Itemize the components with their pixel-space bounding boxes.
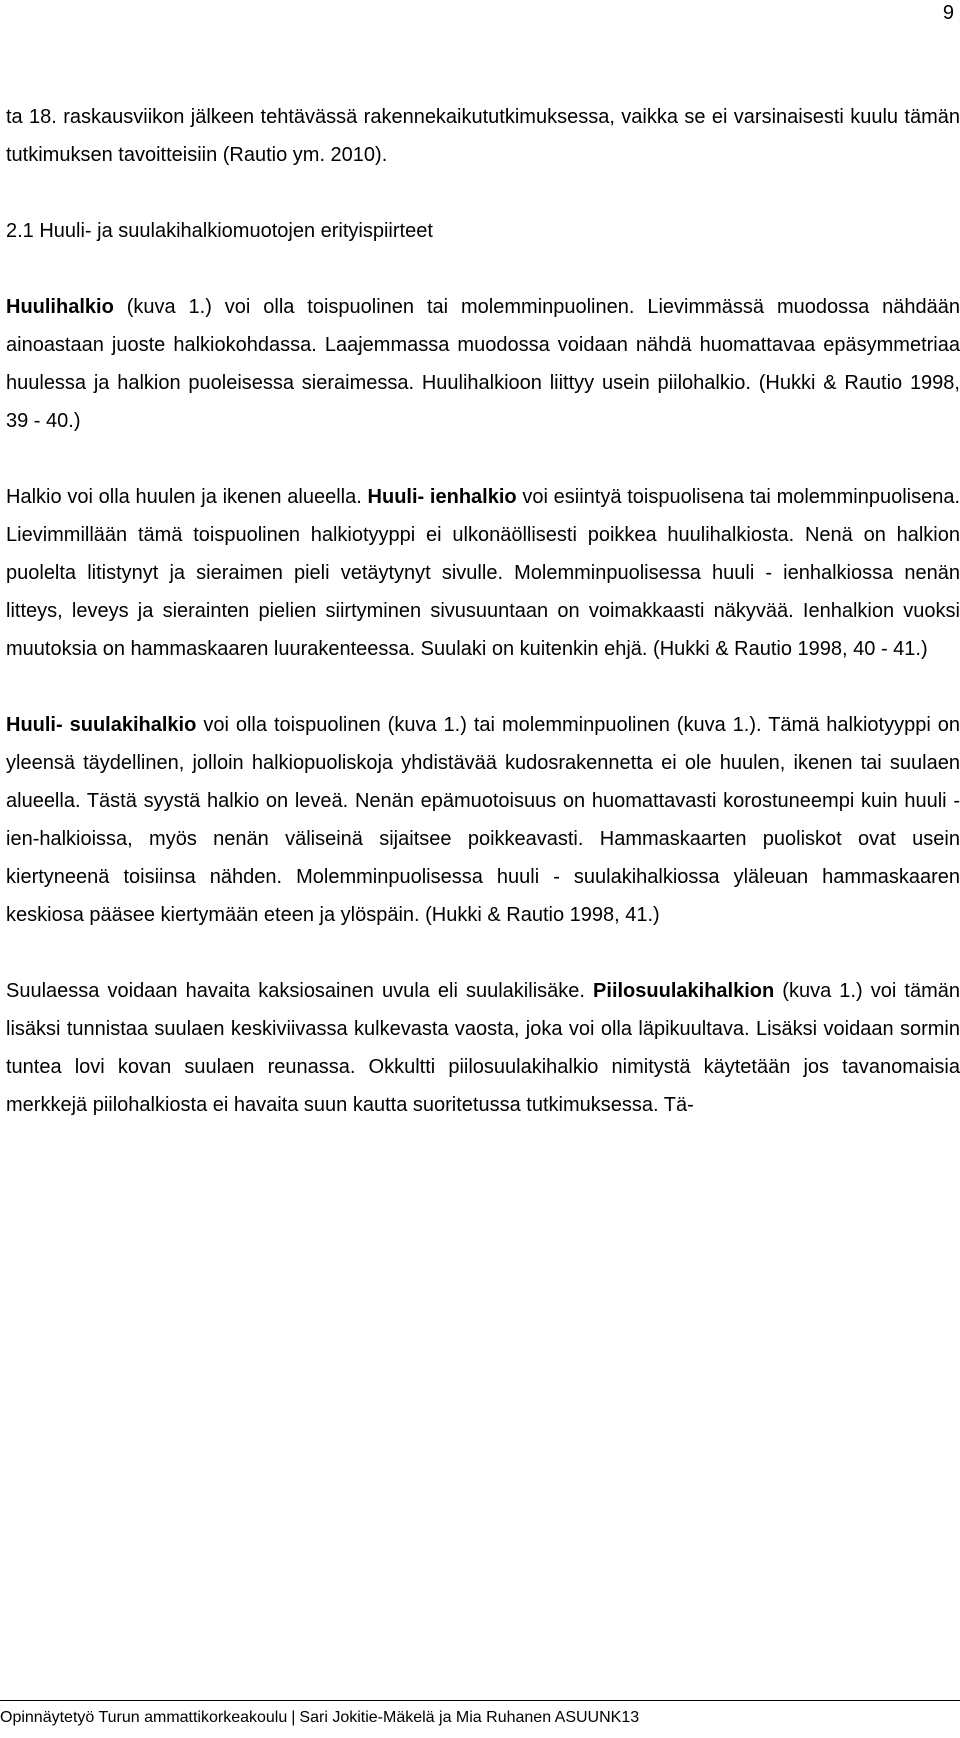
intro-paragraph: ta 18. raskausviikon jälkeen tehtävässä rakennekaikututkimuksessa, vaikka se ei varsinaisesti kuulu tämän tutkimuksen tavoitteisiin (Rautio ym. 2010). (6, 106, 960, 166)
paragraph-huuli-ienhalkio (6, 478, 960, 668)
paragraph-huuli-suulakihalkio (6, 706, 960, 934)
document-body (6, 98, 960, 1124)
footer-separator: | (291, 1709, 296, 1726)
term-huulihalkio: Huulihalkio (6, 296, 114, 318)
footer-authors: Sari Jokitie-Mäkelä ja Mia Ruhanen ASUUNK13 (299, 1709, 640, 1726)
paragraph-lead: Halkio voi olla huulen ja ikenen alueella. (6, 486, 368, 508)
term-huuli-suulakihalkio: Huuli- suulakihalkio (6, 714, 197, 736)
paragraph-text: voi olla toispuolinen (kuva 1.) tai molemminpuolinen (kuva 1.). Tämä halkiotyyppi on yleensä täydellinen, jolloin halkiopuoliskoja yhdistävää kudosrakennetta ei ole huulen, ikenen tai suulaen alueella. Tästä syystä halkio on leveä. Nenän epämuotoisuus on huomattavasti korostuneempi kuin huuli - ien-halkioissa, myös nenän väliseinä sijaitsee poikkeavasti. Hammaskaarten puoliskot ovat usein kiertyneenä toisiinsa nähden. Molemminpuolisessa huuli - suulakihalkiossa yläleuan hammaskaaren keskiosa pääsee kiertymään eteen ja ylöspäin. (Hukki & Rautio 1998, 41.) (6, 714, 960, 926)
footer-institution: Opinnäytetyö Turun ammattikorkeakoulu (0, 1709, 288, 1726)
paragraph-text: voi esiintyä toispuolisena tai molemminpuolisena. Lievimmillään tämä toispuolinen halkiotyyppi ei ulkonäöllisesti poikkea huulihalkiosta. Nenä on halkion puolelta litistynyt ja sieraimen pieli vetäytynyt sivulle. Molemminpuolisessa huuli - ienhalkiossa nenän litteys, leveys ja sierainten pielien siirtyminen sivusuuntaan on voimakkaasti näkyvää. Ienhalkion vuoksi muutoksia on hammaskaaren luurakenteessa. Suulaki on kuitenkin ehjä. (Hukki & Rautio 1998, 40 - 41.) (6, 486, 960, 660)
paragraph-piilosuulakihalkio (6, 972, 960, 1124)
page-footer (0, 1700, 960, 1728)
section-heading: 2.1 Huuli- ja suulakihalkiomuotojen erityispiirteet (6, 220, 433, 242)
page-number: 9 (942, 2, 954, 24)
paragraph-lead: Suulaessa voidaan havaita kaksiosainen uvula eli suulakilisäke. (6, 980, 594, 1002)
term-huuli-ienhalkio: Huuli- ienhalkio (367, 486, 517, 508)
paragraph-huulihalkio (6, 288, 960, 440)
paragraph-text: (kuva 1.) voi tämän lisäksi tunnistaa suulaen keskiviivassa kulkevasta vaosta, joka voi olla läpikuultava. Lisäksi voidaan sormin tuntea lovi kovan suulaen reunassa. Okkultti piilosuulakihalkio nimitystä käytetään jos tavanomaisia merkkejä piilohalkiosta ei havaita suun kautta suoritetussa tutkimuksessa. Tä- (6, 980, 960, 1116)
paragraph-text: (kuva 1.) voi olla toispuolinen tai molemminpuolinen. Lievimmässä muodossa nähdään ainoastaan juoste halkiokohdassa. Laajemmassa muodossa voidaan nähdä huomattavaa epäsymmetriaa huulessa ja halkion puoleisessa sieraimessa. Huulihalkioon liittyy usein piilohalkio. (Hukki & Rautio 1998, 39 - 40.) (6, 296, 960, 432)
term-piilosuulakihalkio: Piilosuulakihalkion (593, 980, 775, 1002)
